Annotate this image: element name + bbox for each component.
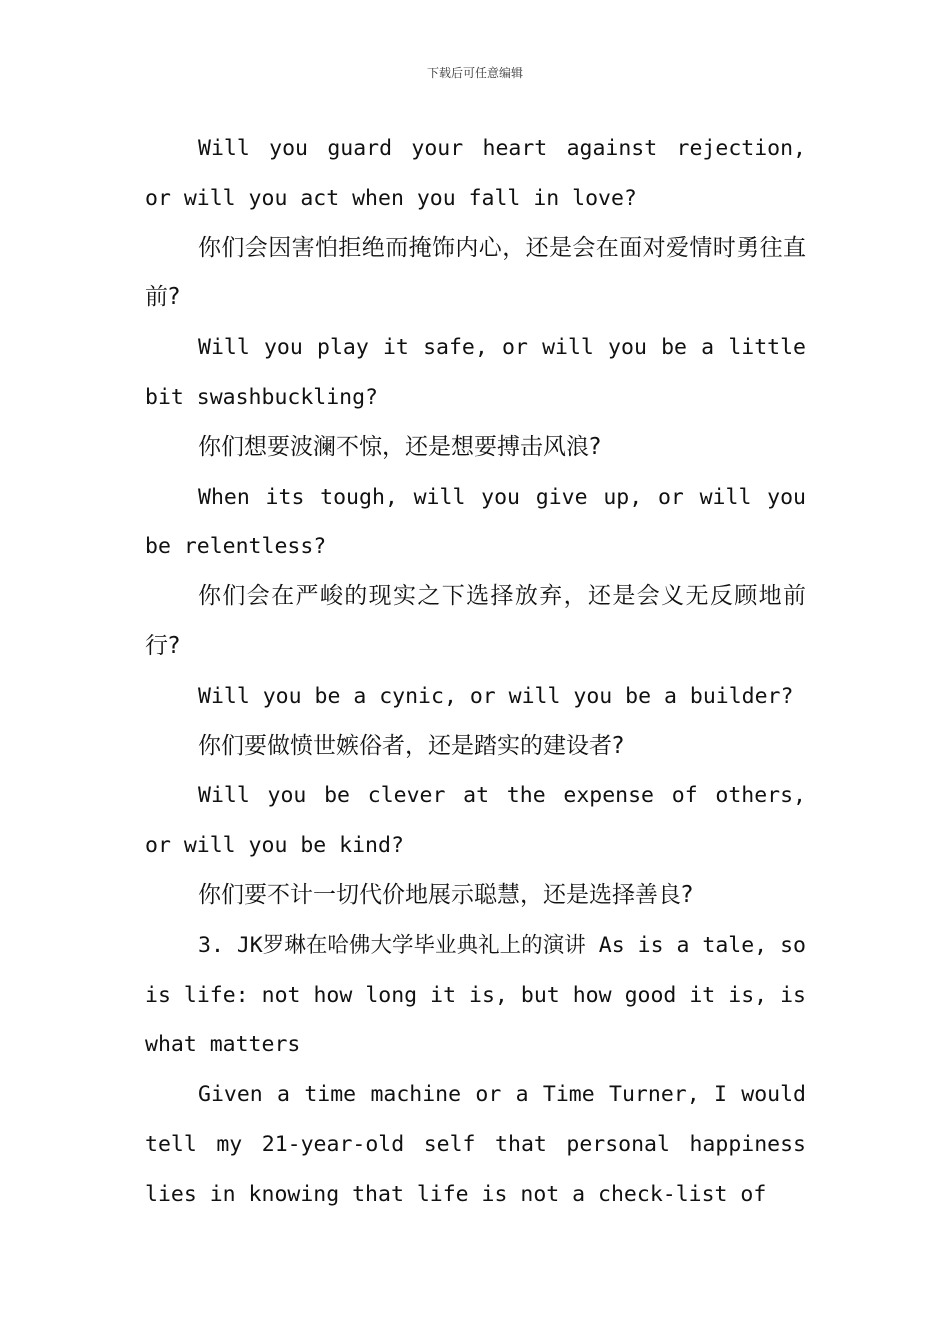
- paragraph-11: 3. JK罗琳在哈佛大学毕业典礼上的演讲 As is a tale, so is life: not how long it is, but how good it is, is what matters: [145, 932, 806, 1058]
- paragraph-6: 你们会在严峻的现实之下选择放弃，还是会义无反顾地前行?: [145, 583, 806, 659]
- paragraph-7: Will you be a cynic, or will you be a builder?: [198, 683, 794, 709]
- paragraph-9: Will you be clever at the expense of others, or will you be kind?: [145, 783, 806, 859]
- document-body: [145, 124, 806, 1220]
- paragraph-12: Given a time machine or a Time Turner, I would tell my 21-year-old self that personal happiness lies in knowing that life is not a check-list of: [145, 1082, 806, 1207]
- page-header: 下载后可任意编辑: [426, 66, 523, 80]
- paragraph-4: 你们想要波澜不惊，还是想要搏击风浪?: [198, 433, 602, 460]
- paragraph-1: Will you guard your heart against rejection, or will you act when you fall in love?: [145, 136, 806, 211]
- paragraph-3: Will you play it safe, or will you be a little bit swashbuckling?: [145, 335, 806, 410]
- paragraph-8: 你们要做愤世嫉俗者，还是踏实的建设者?: [198, 732, 625, 759]
- paragraph-5: When its tough, will you give up, or will you be relentless?: [145, 484, 806, 560]
- paragraph-10: 你们要不计一切代价地展示聪慧，还是选择善良?: [198, 881, 694, 908]
- paragraph-2: 你们会因害怕拒绝而掩饰内心，还是会在面对爱情时勇往直前?: [145, 234, 806, 311]
